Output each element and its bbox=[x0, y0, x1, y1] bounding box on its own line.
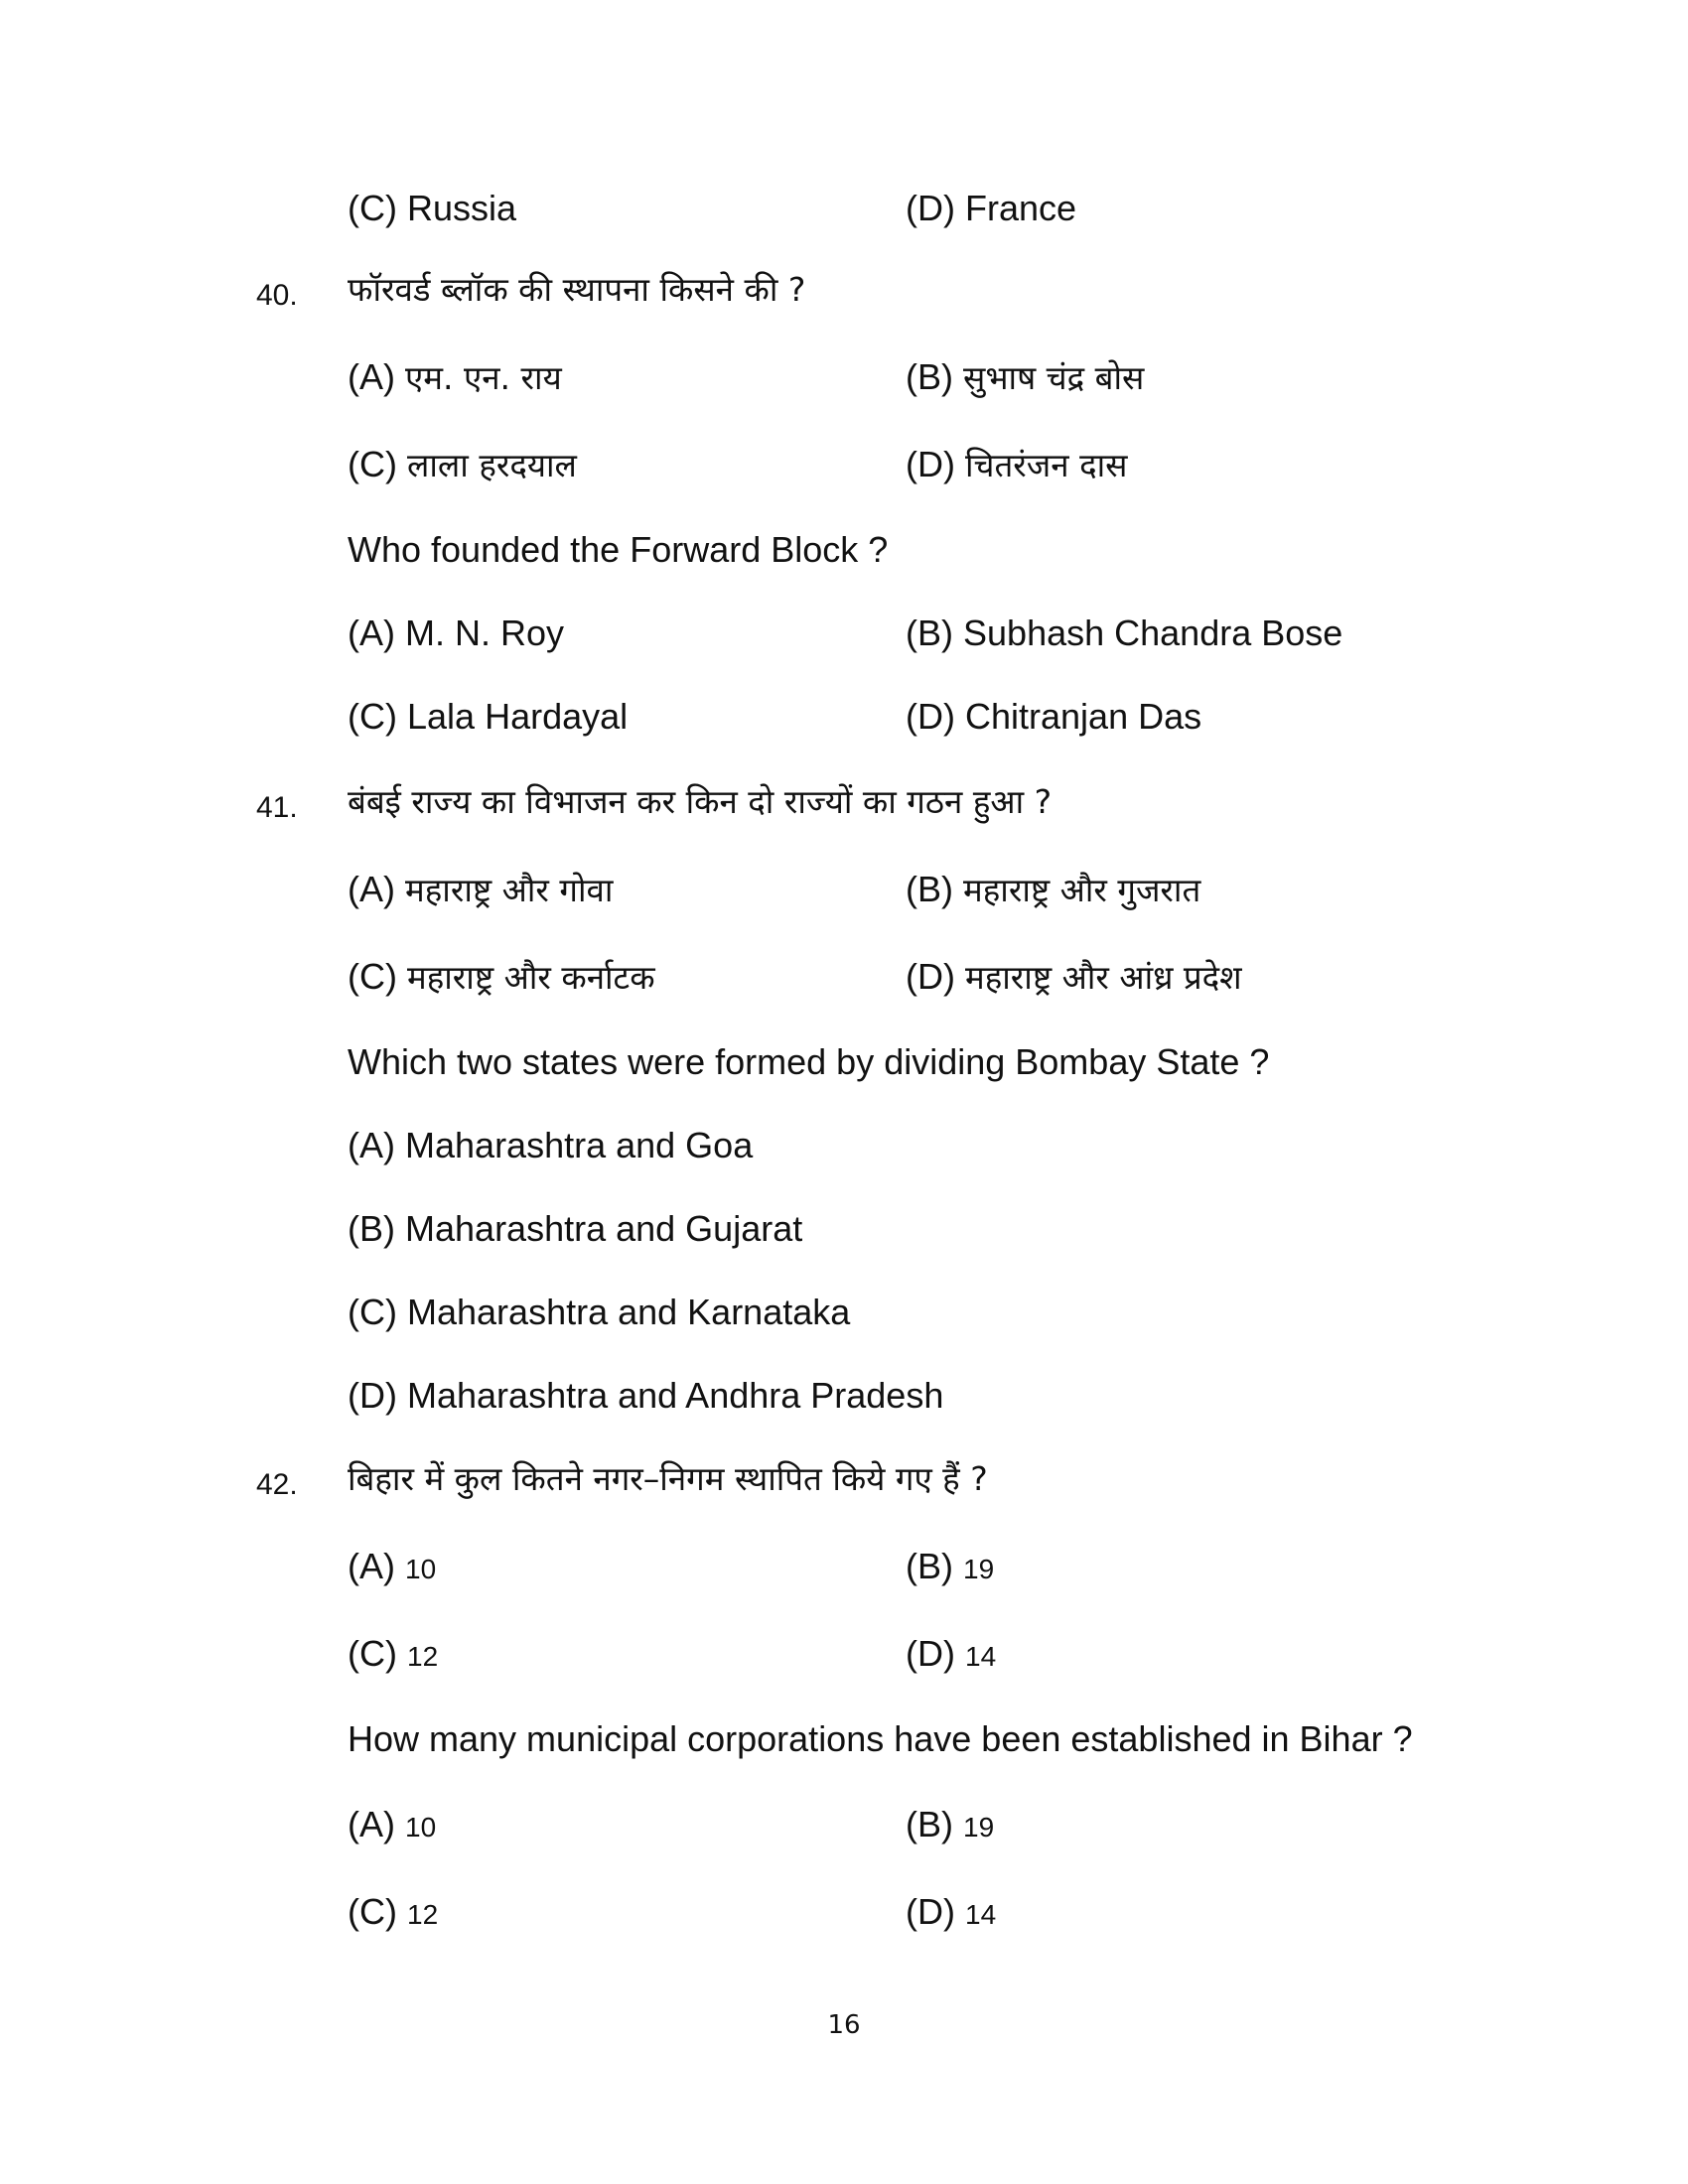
question-42-english: How many municipal corporations have been established in Bihar ? bbox=[348, 1718, 1413, 1759]
q41-hindi-option-b: (B) महाराष्ट्र और गुजरात bbox=[906, 869, 1201, 909]
question-40-english: Who founded the Forward Block ? bbox=[348, 529, 889, 570]
question-40-number: 40. bbox=[256, 279, 298, 312]
q42-hindi-option-b: (B) 19 bbox=[906, 1546, 995, 1586]
page-number: 16 bbox=[827, 2010, 861, 2040]
q42-english-option-d: (D) 14 bbox=[906, 1891, 997, 1932]
q40-english-option-c: (C) Lala Hardayal bbox=[348, 696, 629, 737]
question-41-hindi: बंबई राज्य का विभाजन कर किन दो राज्यों का गठन हुआ ? bbox=[348, 782, 1053, 821]
question-40-hindi: फॉरवर्ड ब्लॉक की स्थापना किसने की ? bbox=[348, 270, 806, 309]
q42-hindi-option-a: (A) 10 bbox=[348, 1546, 437, 1586]
q40-english-option-d: (D) Chitranjan Das bbox=[906, 696, 1202, 737]
question-42-hindi: बिहार में कुल कितने नगर–निगम स्थापित किये गए हैं ? bbox=[348, 1459, 988, 1498]
q40-hindi-option-b: (B) सुभाष चंद्र बोस bbox=[906, 356, 1145, 397]
prev-option-c: (C) Russia bbox=[348, 188, 517, 228]
q41-hindi-option-a: (A) महाराष्ट्र और गोवा bbox=[348, 869, 614, 909]
q42-english-option-c: (C) 12 bbox=[348, 1891, 439, 1932]
question-42-number: 42. bbox=[256, 1468, 298, 1501]
question-41-english: Which two states were formed by dividing Bombay State ? bbox=[348, 1041, 1270, 1082]
question-41-number: 41. bbox=[256, 791, 298, 824]
q42-hindi-option-d: (D) 14 bbox=[906, 1633, 997, 1674]
q40-hindi-option-d: (D) चितरंजन दास bbox=[906, 444, 1128, 484]
q40-english-option-a: (A) M. N. Roy bbox=[348, 613, 565, 653]
q40-english-option-b: (B) Subhash Chandra Bose bbox=[906, 613, 1343, 653]
q42-english-option-b: (B) 19 bbox=[906, 1804, 995, 1844]
prev-option-d: (D) France bbox=[906, 188, 1077, 228]
q41-english-option-c: (C) Maharashtra and Karnataka bbox=[348, 1292, 851, 1332]
q42-hindi-option-c: (C) 12 bbox=[348, 1633, 439, 1674]
q40-hindi-option-a: (A) एम. एन. राय bbox=[348, 356, 562, 397]
q41-hindi-option-d: (D) महाराष्ट्र और आंध्र प्रदेश bbox=[906, 956, 1242, 997]
q41-english-option-a: (A) Maharashtra and Goa bbox=[348, 1125, 754, 1165]
q41-english-option-d: (D) Maharashtra and Andhra Pradesh bbox=[348, 1375, 944, 1416]
q41-hindi-option-c: (C) महाराष्ट्र और कर्नाटक bbox=[348, 956, 655, 997]
q41-english-option-b: (B) Maharashtra and Gujarat bbox=[348, 1208, 803, 1249]
q40-hindi-option-c: (C) लाला हरदयाल bbox=[348, 444, 577, 484]
q42-english-option-a: (A) 10 bbox=[348, 1804, 437, 1844]
